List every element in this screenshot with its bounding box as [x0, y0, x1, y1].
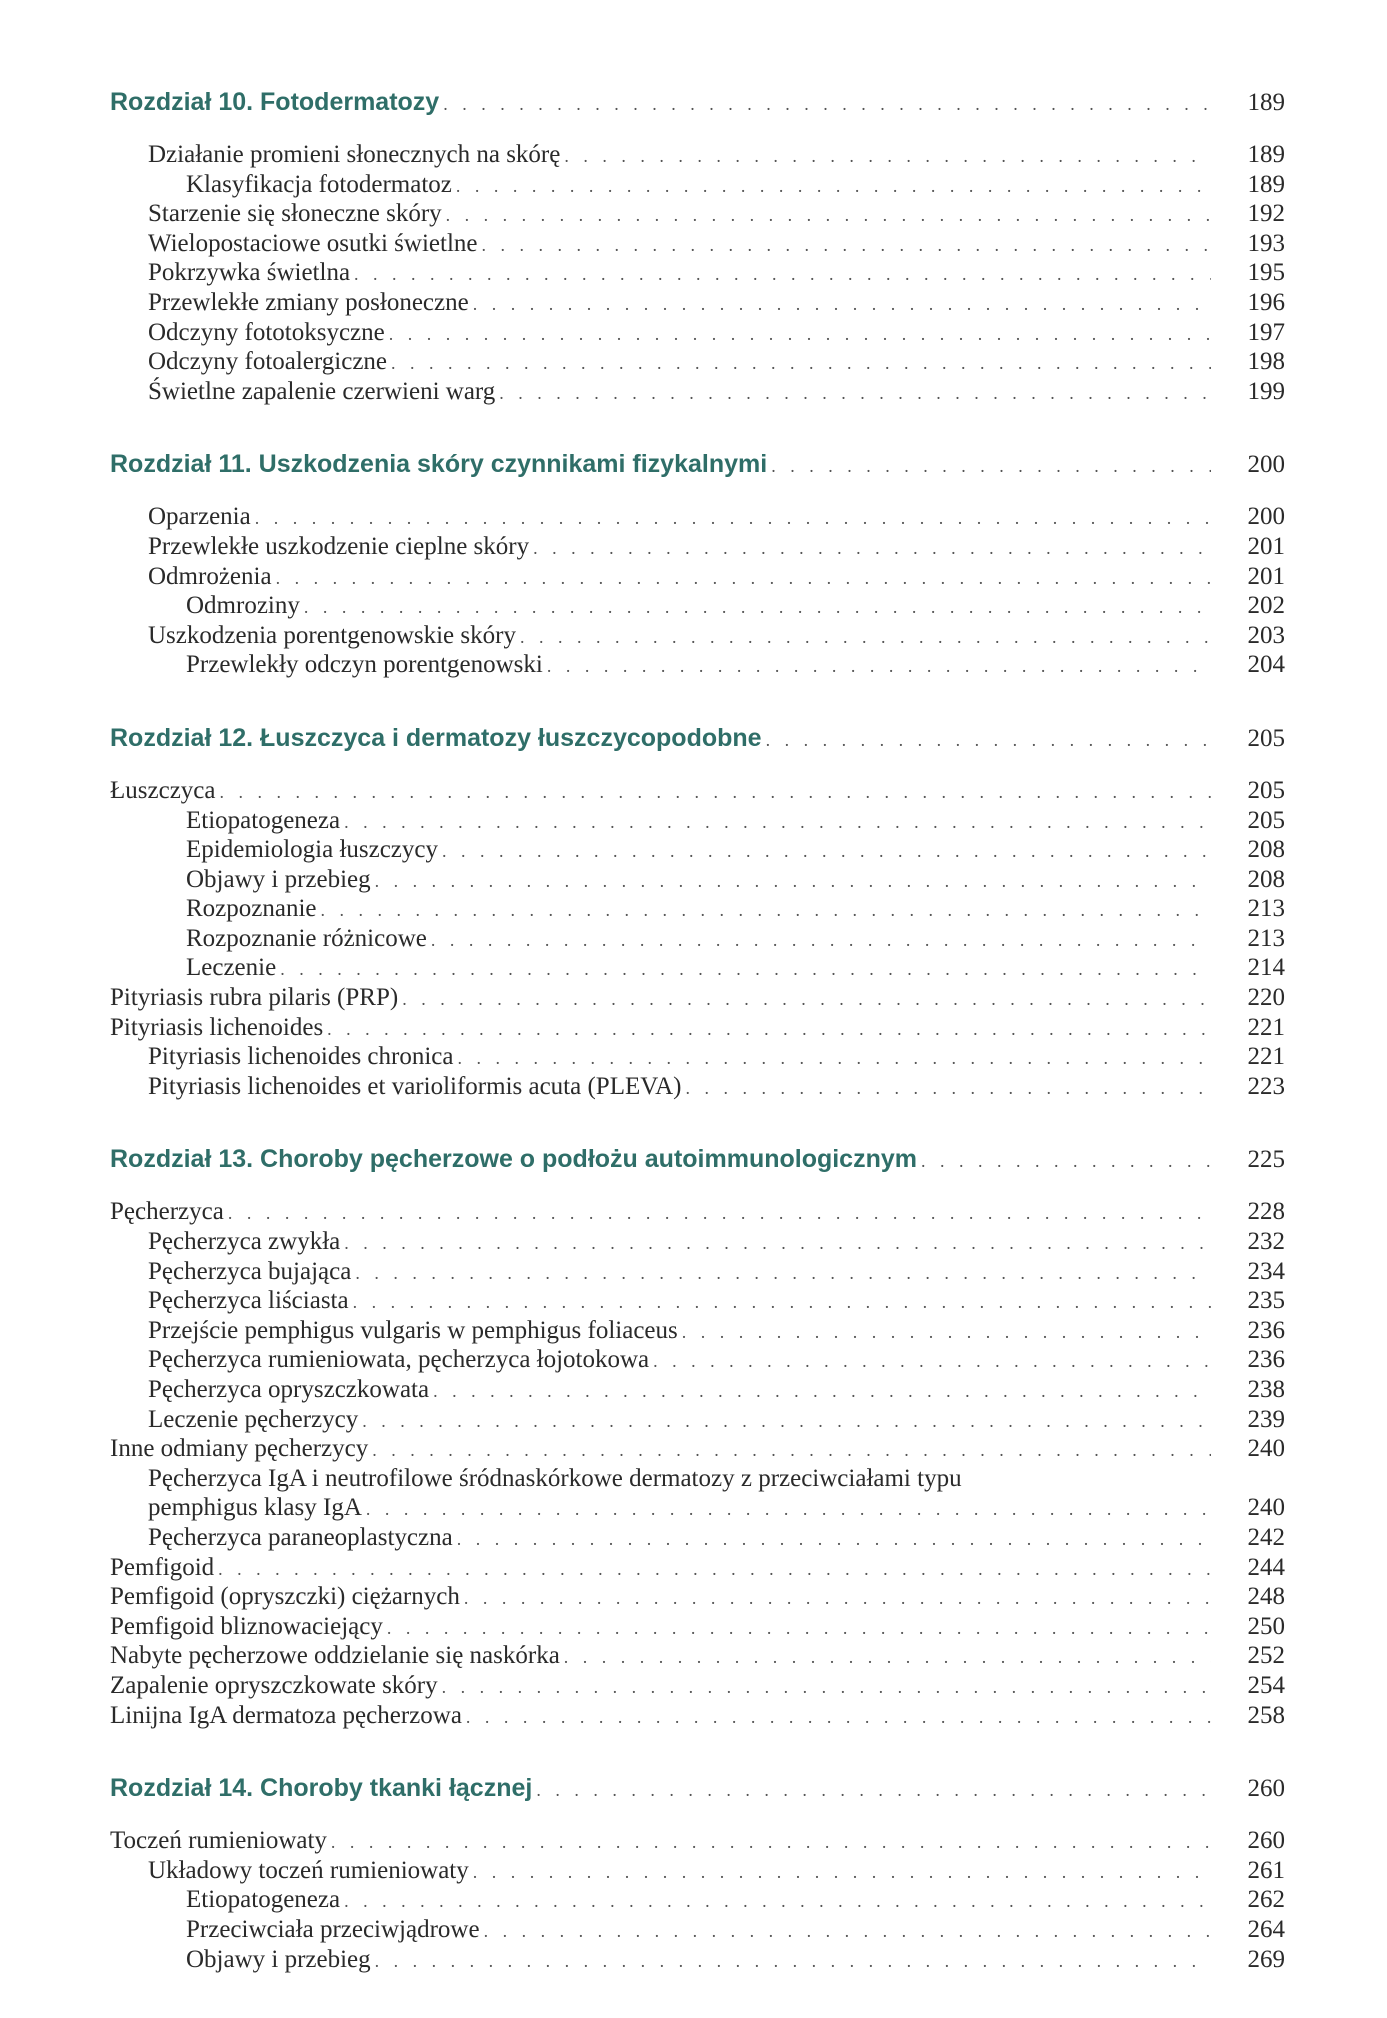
- toc-entry-title: Przewlekłe uszkodzenie cieplne skóry: [148, 532, 530, 560]
- toc-entry[interactable]: [110, 1553, 1285, 1583]
- toc-entry-page-number: 223: [1247, 1072, 1285, 1100]
- toc-entry-title: Pęcherzyca opryszczkowata: [148, 1376, 430, 1403]
- toc-entry-page-number: 203: [1247, 621, 1285, 649]
- toc-entry-page-number: 221: [1247, 1013, 1285, 1041]
- toc-entry-page-number: 213: [1247, 924, 1285, 952]
- toc-entry-page-number: 214: [1247, 954, 1285, 982]
- toc-entry-title: Etiopatogeneza: [186, 1886, 341, 1914]
- leader-dots: [536, 1780, 1211, 1801]
- leader-dots: [564, 1643, 1211, 1673]
- toc-entry-title: Pęcherzyca zwykła: [148, 1228, 341, 1256]
- toc-entry[interactable]: [110, 1405, 1285, 1435]
- leader-dots: [433, 1377, 1211, 1407]
- toc-entry[interactable]: [110, 1523, 1285, 1553]
- toc-entry-page-number: 208: [1247, 836, 1285, 864]
- toc-entry[interactable]: [110, 1582, 1285, 1612]
- toc-entry[interactable]: [110, 318, 1285, 348]
- leader-dots: [372, 1436, 1211, 1466]
- toc-entry-title: Pęcherzyca: [110, 1198, 224, 1226]
- toc-entry-title: Rozpoznanie różnicowe: [186, 924, 427, 952]
- toc-entry-title: Pityriasis lichenoides: [110, 1013, 324, 1041]
- toc-entry[interactable]: [110, 865, 1285, 895]
- toc-entry-title: Pęcherzyca IgA i neutrofilowe śródnaskórkowe dermatozy z przeciwciałami typu: [148, 1464, 962, 1492]
- toc-entry[interactable]: [110, 170, 1285, 200]
- chapter-section: [110, 724, 1285, 1102]
- toc-entry-page-number: 242: [1247, 1523, 1285, 1551]
- leader-dots: [481, 231, 1211, 261]
- leader-dots: [456, 172, 1211, 202]
- toc-entry-title: Wielopostaciowe osutki świetlne: [148, 229, 478, 257]
- toc-entry-page-number: 250: [1247, 1612, 1285, 1640]
- toc-entry[interactable]: [110, 1493, 1285, 1523]
- toc-entry[interactable]: [110, 1826, 1285, 1856]
- toc-entry-title: Pityriasis lichenoides chronica: [148, 1043, 454, 1071]
- toc-entry-page-number: 189: [1247, 141, 1285, 168]
- toc-entry-title: Pokrzywka świetlna: [148, 259, 351, 287]
- toc-entry[interactable]: [110, 229, 1285, 259]
- toc-entry-page-number: 260: [1247, 1827, 1285, 1855]
- leader-dots: [354, 260, 1211, 290]
- toc-entry-title: Przejście pemphigus vulgaris w pemphigus foliaceus: [148, 1316, 678, 1344]
- toc-entry-page-number: 205: [1247, 776, 1285, 804]
- toc-entry-page-number: 220: [1247, 984, 1285, 1012]
- toc-entry[interactable]: [110, 1612, 1285, 1642]
- toc-entry-page-number: 197: [1247, 318, 1285, 346]
- toc-entry[interactable]: [110, 1345, 1285, 1375]
- toc-entry[interactable]: [110, 621, 1285, 651]
- chapter-title: Rozdział 10. Fotodermatozy: [110, 88, 440, 116]
- toc-entry-page-number: 221: [1247, 1043, 1285, 1071]
- toc-entry-title: Odczyny fotoalergiczne: [148, 348, 388, 376]
- toc-entry-title: Starzenie się słoneczne skóry: [148, 200, 442, 228]
- toc-entry-page-number: 195: [1247, 259, 1285, 287]
- toc-entry-title: Nabyte pęcherzowe oddzielanie się naskórka: [110, 1642, 560, 1670]
- toc-entry[interactable]: [110, 347, 1285, 377]
- leader-dots: [771, 456, 1211, 477]
- toc-entry-page-number: 213: [1247, 895, 1285, 923]
- toc-entry-page-number: 248: [1247, 1583, 1285, 1611]
- toc-entry-page-number: 228: [1247, 1198, 1285, 1226]
- toc-entry-page-number: 208: [1247, 865, 1285, 893]
- toc-entry-title: Odczyny fototoksyczne: [148, 318, 385, 346]
- toc-entry-title: Objawy i przebieg: [186, 1945, 371, 1973]
- chapter-title: Rozdział 14. Choroby tkanki łącznej: [110, 1774, 533, 1803]
- toc-entry-page-number: 201: [1247, 562, 1285, 590]
- toc-entry[interactable]: [110, 1885, 1285, 1915]
- toc-entry-title: Leczenie: [186, 954, 277, 982]
- toc-entry-title: Odmrożenia: [148, 562, 272, 590]
- toc-entry-title: Pęcherzyca rumieniowata, pęcherzyca łojotokowa: [148, 1346, 650, 1374]
- toc-entry-page-number: 199: [1247, 377, 1285, 405]
- leader-dots: [464, 1584, 1211, 1614]
- leader-dots: [484, 1917, 1211, 1947]
- toc-entry-title: Klasyfikacja fotodermatoz: [186, 170, 452, 198]
- leader-dots: [387, 1614, 1211, 1644]
- leader-dots: [443, 94, 1211, 115]
- toc-entry-page-number: 261: [1247, 1856, 1285, 1884]
- leader-dots: [473, 1858, 1211, 1888]
- toc-entry[interactable]: [110, 1945, 1285, 1975]
- toc-entry[interactable]: [110, 1701, 1285, 1731]
- toc-entry-title: Przeciwciała przeciwjądrowe: [186, 1915, 480, 1943]
- leader-dots: [219, 778, 1211, 808]
- toc-entry-page-number: 232: [1247, 1228, 1285, 1256]
- toc-entry-title: Pęcherzyca paraneoplastyczna: [148, 1523, 453, 1551]
- leader-dots: [547, 652, 1211, 682]
- toc-entry-page-number: 239: [1247, 1405, 1285, 1433]
- toc-entry-title: Leczenie pęcherzycy: [148, 1405, 359, 1433]
- chapter-heading[interactable]: [110, 1774, 1285, 1820]
- chapter-section: [110, 1145, 1285, 1730]
- leader-dots: [499, 379, 1211, 409]
- toc-entry[interactable]: [110, 894, 1285, 924]
- toc-entry[interactable]: [110, 1434, 1285, 1464]
- chapter-page-number: 260: [1247, 1775, 1285, 1803]
- toc-entry-page-number: 240: [1247, 1435, 1285, 1463]
- toc-entry[interactable]: [110, 776, 1285, 806]
- toc-entry-title: Przewlekły odczyn porentgenowski: [186, 651, 543, 679]
- leader-dots: [685, 1074, 1211, 1104]
- toc-entry-page-number: 235: [1247, 1287, 1285, 1315]
- leader-dots: [280, 955, 1211, 985]
- toc-entry-title: Epidemiologia łuszczycy: [186, 836, 439, 864]
- toc-entry-title: Odmroziny: [186, 592, 300, 620]
- toc-entry[interactable]: [110, 1856, 1285, 1886]
- leader-dots: [402, 985, 1211, 1015]
- leader-dots: [331, 1828, 1211, 1858]
- chapter-page-number: 200: [1247, 451, 1285, 479]
- leader-dots: [321, 896, 1211, 926]
- leader-dots: [218, 1555, 1211, 1585]
- leader-dots: [431, 926, 1211, 956]
- toc-entry-title: Świetlne zapalenie czerwieni warg: [148, 377, 496, 405]
- toc-entry-title: Układowy toczeń rumieniowaty: [148, 1856, 469, 1884]
- table-of-contents: [110, 88, 1285, 2018]
- toc-entry[interactable]: [110, 532, 1285, 562]
- toc-entry-page-number: 264: [1247, 1915, 1285, 1943]
- toc-entry-title: Działanie promieni słonecznych na skórę: [148, 141, 561, 168]
- toc-entry-title: Uszkodzenia porentgenowskie skóry: [148, 621, 516, 649]
- toc-entry[interactable]: [110, 140, 1285, 170]
- toc-entry-title: Przewlekłe zmiany posłoneczne: [148, 288, 469, 316]
- toc-entry-page-number: 240: [1247, 1494, 1285, 1522]
- leader-dots: [442, 837, 1211, 867]
- chapter-page-number: 189: [1247, 89, 1285, 116]
- leader-dots: [442, 1673, 1211, 1703]
- toc-entry-page-number: 269: [1247, 1945, 1285, 1973]
- chapter-heading[interactable]: [110, 88, 1285, 134]
- leader-dots: [366, 1495, 1211, 1525]
- leader-dots: [375, 867, 1211, 897]
- toc-entry-title: Pemfigoid (opryszczki) ciężarnych: [110, 1583, 460, 1611]
- chapter-heading[interactable]: [110, 1145, 1285, 1191]
- chapter-title: Rozdział 13. Choroby pęcherzowe o podłożu autoimmunologicznym: [110, 1145, 917, 1174]
- toc-entry-title: Łuszczyca: [110, 776, 216, 804]
- toc-entry-title: Zapalenie opryszczkowate skóry: [110, 1671, 438, 1699]
- toc-entry-title: Pęcherzyca liściasta: [148, 1287, 349, 1315]
- toc-entry[interactable]: [110, 591, 1285, 621]
- toc-entry-title: Objawy i przebieg: [186, 865, 371, 893]
- toc-entry[interactable]: [110, 502, 1285, 532]
- toc-entry-title: Pemfigoid: [110, 1553, 215, 1581]
- leader-dots: [653, 1347, 1211, 1377]
- toc-entry-page-number: 196: [1247, 288, 1285, 316]
- leader-dots: [389, 320, 1211, 350]
- toc-entry-page-number: 252: [1247, 1642, 1285, 1670]
- toc-entry[interactable]: [110, 1257, 1285, 1287]
- leader-dots: [344, 808, 1211, 838]
- toc-entry-page-number: 254: [1247, 1671, 1285, 1699]
- leader-dots: [457, 1044, 1211, 1074]
- toc-entry[interactable]: [110, 1671, 1285, 1701]
- toc-entry-page-number: 238: [1247, 1376, 1285, 1403]
- leader-dots: [355, 1259, 1211, 1289]
- leader-dots: [327, 1015, 1211, 1045]
- leader-dots: [228, 1199, 1211, 1229]
- leader-dots: [921, 1151, 1211, 1172]
- toc-entry[interactable]: [110, 835, 1285, 865]
- toc-entry[interactable]: [110, 288, 1285, 318]
- leader-dots: [533, 534, 1211, 564]
- leader-dots: [276, 564, 1211, 594]
- toc-entry[interactable]: [110, 1072, 1285, 1102]
- leader-dots: [353, 1288, 1211, 1318]
- leader-dots: [344, 1229, 1211, 1259]
- toc-entry-page-number: 236: [1247, 1346, 1285, 1374]
- toc-entry-title: Inne odmiany pęcherzycy: [110, 1435, 369, 1463]
- chapter-title: Rozdział 11. Uszkodzenia skóry czynnikami fizykalnymi: [110, 450, 768, 479]
- toc-entry[interactable]: [110, 1641, 1285, 1671]
- toc-entry-title: Pemfigoid bliznowaciejący: [110, 1612, 383, 1640]
- toc-entry[interactable]: [110, 983, 1285, 1013]
- toc-entry[interactable]: [110, 199, 1285, 229]
- toc-entry-title: Oparzenia: [148, 503, 251, 531]
- toc-entry[interactable]: [110, 650, 1285, 680]
- toc-entry[interactable]: [110, 1316, 1285, 1346]
- toc-entry[interactable]: [110, 562, 1285, 592]
- toc-entry-page-number: 200: [1247, 503, 1285, 531]
- leader-dots: [344, 1887, 1211, 1917]
- toc-entry[interactable]: [110, 1915, 1285, 1945]
- leader-dots: [446, 201, 1211, 231]
- toc-entry-title: Rozpoznanie: [186, 895, 317, 923]
- leader-dots: [391, 349, 1211, 379]
- leader-dots: [375, 1947, 1211, 1977]
- toc-entry[interactable]: [110, 1464, 1285, 1494]
- toc-entry-title: Linijna IgA dermatoza pęcherzowa: [110, 1701, 462, 1729]
- toc-entry[interactable]: [110, 924, 1285, 954]
- chapter-page-number: 225: [1247, 1146, 1285, 1174]
- toc-entry-page-number: 189: [1247, 170, 1285, 198]
- chapter-heading[interactable]: [110, 724, 1285, 770]
- leader-dots: [304, 593, 1211, 623]
- chapter-section: [110, 450, 1285, 680]
- toc-entry-page-number: 258: [1247, 1701, 1285, 1729]
- toc-entry[interactable]: [110, 953, 1285, 983]
- toc-entry-title: Pityriasis lichenoides et varioliformis acuta (PLEVA): [148, 1072, 682, 1100]
- leader-dots: [466, 1703, 1211, 1733]
- leader-dots: [255, 504, 1211, 534]
- toc-entry-page-number: 244: [1247, 1553, 1285, 1581]
- toc-entry-page-number: 193: [1247, 229, 1285, 257]
- toc-entry-page-number: 198: [1247, 348, 1285, 376]
- leader-dots: [362, 1407, 1211, 1437]
- toc-entry-title: Toczeń rumieniowaty: [110, 1827, 327, 1855]
- toc-entry-page-number: 205: [1247, 806, 1285, 834]
- toc-entry-page-number: 236: [1247, 1316, 1285, 1344]
- toc-entry-title: Pityriasis rubra pilaris (PRP): [110, 984, 399, 1012]
- toc-entry[interactable]: [110, 806, 1285, 836]
- leader-dots: [473, 290, 1211, 320]
- chapter-section: [110, 1774, 1285, 1974]
- leader-dots: [520, 623, 1211, 653]
- toc-entry-page-number: 234: [1247, 1257, 1285, 1285]
- toc-entry-page-number: 192: [1247, 200, 1285, 228]
- toc-entry-title: Pęcherzyca bujająca: [148, 1257, 352, 1285]
- toc-entry[interactable]: [110, 377, 1285, 407]
- toc-entry[interactable]: [110, 1286, 1285, 1316]
- toc-entry-page-number: 204: [1247, 651, 1285, 679]
- toc-entry[interactable]: [110, 1042, 1285, 1072]
- leader-dots: [564, 142, 1211, 172]
- chapter-heading[interactable]: [110, 450, 1285, 496]
- toc-entry-page-number: 262: [1247, 1886, 1285, 1914]
- leader-dots: [766, 730, 1211, 751]
- toc-entry-page-number: 202: [1247, 592, 1285, 620]
- toc-entry[interactable]: [110, 1227, 1285, 1257]
- toc-entry-page-number: 201: [1247, 532, 1285, 560]
- toc-entry[interactable]: [110, 258, 1285, 288]
- chapter-page-number: 205: [1247, 724, 1285, 752]
- chapter-section: [110, 88, 1285, 406]
- toc-entry[interactable]: [110, 1375, 1285, 1405]
- toc-entry-title: Etiopatogeneza: [186, 806, 341, 834]
- leader-dots: [457, 1525, 1211, 1555]
- chapter-title: Rozdział 12. Łuszczyca i dermatozy łuszczycopodobne: [110, 723, 762, 752]
- leader-dots: [682, 1318, 1211, 1348]
- toc-entry[interactable]: [110, 1197, 1285, 1227]
- toc-entry-title: pemphigus klasy IgA: [148, 1494, 362, 1522]
- toc-entry[interactable]: [110, 1013, 1285, 1043]
